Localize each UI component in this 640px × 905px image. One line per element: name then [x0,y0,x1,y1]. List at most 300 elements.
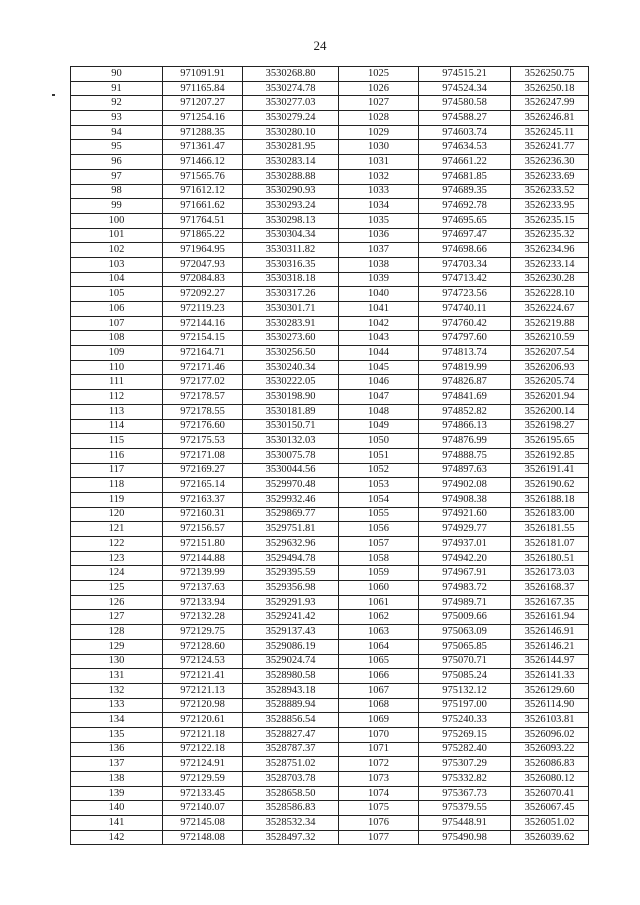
point-number-left: 97 [71,169,163,184]
point-number-left: 108 [71,331,163,346]
y-coordinate-right: 3526241.77 [511,140,589,155]
x-coordinate-right: 974866.13 [419,419,511,434]
y-coordinate-right: 3526201.94 [511,390,589,405]
point-number-left: 135 [71,727,163,742]
point-number-right: 1046 [339,375,419,390]
point-number-right: 1063 [339,625,419,640]
x-coordinate-right: 974740.11 [419,302,511,317]
point-number-left: 99 [71,199,163,214]
x-coordinate-right: 974876.99 [419,434,511,449]
point-number-right: 1053 [339,478,419,493]
x-coordinate-right: 975490.98 [419,830,511,845]
table-row [71,184,589,199]
table-row [71,786,589,801]
y-coordinate-right: 3526207.54 [511,346,589,361]
point-number-right: 1048 [339,404,419,419]
y-coordinate-left: 3530316.35 [243,257,339,272]
point-number-right: 1071 [339,742,419,757]
y-coordinate-left: 3528586.83 [243,801,339,816]
y-coordinate-right: 3526180.51 [511,551,589,566]
point-number-left: 125 [71,581,163,596]
table-row [71,727,589,742]
point-number-right: 1039 [339,272,419,287]
y-coordinate-right: 3526210.59 [511,331,589,346]
x-coordinate-right: 974603.74 [419,125,511,140]
y-coordinate-right: 3526236.30 [511,155,589,170]
table-row [71,492,589,507]
table-row [71,448,589,463]
y-coordinate-right: 3526233.52 [511,184,589,199]
point-number-left: 139 [71,786,163,801]
point-number-right: 1073 [339,772,419,787]
x-coordinate-left: 972140.07 [163,801,243,816]
x-coordinate-right: 975085.24 [419,669,511,684]
point-number-right: 1067 [339,683,419,698]
point-number-right: 1029 [339,125,419,140]
x-coordinate-left: 971165.84 [163,81,243,96]
y-coordinate-left: 3530132.03 [243,434,339,449]
point-number-left: 101 [71,228,163,243]
x-coordinate-left: 972178.55 [163,404,243,419]
y-coordinate-left: 3529137.43 [243,625,339,640]
x-coordinate-right: 974580.58 [419,96,511,111]
x-coordinate-right: 975009.66 [419,610,511,625]
point-number-right: 1069 [339,713,419,728]
y-coordinate-right: 3526096.02 [511,727,589,742]
y-coordinate-right: 3526086.83 [511,757,589,772]
point-number-right: 1060 [339,581,419,596]
table-row [71,595,589,610]
y-coordinate-left: 3529932.46 [243,492,339,507]
point-number-right: 1034 [339,199,419,214]
point-number-right: 1040 [339,287,419,302]
x-coordinate-right: 974967.91 [419,566,511,581]
y-coordinate-left: 3530317.26 [243,287,339,302]
point-number-left: 142 [71,830,163,845]
y-coordinate-left: 3528658.50 [243,786,339,801]
table-row [71,316,589,331]
x-coordinate-right: 974661.22 [419,155,511,170]
x-coordinate-left: 972119.23 [163,302,243,317]
y-coordinate-left: 3530283.91 [243,316,339,331]
point-number-left: 140 [71,801,163,816]
point-number-right: 1049 [339,419,419,434]
x-coordinate-right: 974983.72 [419,581,511,596]
x-coordinate-left: 972164.71 [163,346,243,361]
table-row [71,272,589,287]
x-coordinate-right: 975063.09 [419,625,511,640]
point-number-left: 105 [71,287,163,302]
y-coordinate-left: 3530290.93 [243,184,339,199]
table-row [71,243,589,258]
point-number-right: 1065 [339,654,419,669]
y-coordinate-right: 3526146.21 [511,639,589,654]
x-coordinate-left: 972129.59 [163,772,243,787]
point-number-right: 1056 [339,522,419,537]
x-coordinate-left: 971964.95 [163,243,243,258]
x-coordinate-left: 971865.22 [163,228,243,243]
scan-mark [52,94,55,96]
point-number-left: 131 [71,669,163,684]
point-number-left: 126 [71,595,163,610]
point-number-left: 110 [71,360,163,375]
point-number-left: 96 [71,155,163,170]
table-row [71,199,589,214]
y-coordinate-left: 3530274.78 [243,81,339,96]
y-coordinate-right: 3526235.32 [511,228,589,243]
point-number-left: 109 [71,346,163,361]
x-coordinate-left: 972124.53 [163,654,243,669]
x-coordinate-right: 975379.55 [419,801,511,816]
y-coordinate-left: 3530150.71 [243,419,339,434]
y-coordinate-right: 3526114.90 [511,698,589,713]
y-coordinate-left: 3530280.10 [243,125,339,140]
table-row [71,360,589,375]
y-coordinate-right: 3526129.60 [511,683,589,698]
y-coordinate-left: 3528787.37 [243,742,339,757]
table-row [71,390,589,405]
y-coordinate-left: 3530293.24 [243,199,339,214]
point-number-left: 132 [71,683,163,698]
y-coordinate-right: 3526233.95 [511,199,589,214]
x-coordinate-left: 972151.80 [163,537,243,552]
table-row [71,375,589,390]
x-coordinate-right: 975070.71 [419,654,511,669]
table-row [71,96,589,111]
y-coordinate-left: 3528497.32 [243,830,339,845]
table-row [71,566,589,581]
y-coordinate-right: 3526183.00 [511,507,589,522]
point-number-left: 92 [71,96,163,111]
point-number-right: 1047 [339,390,419,405]
point-number-right: 1042 [339,316,419,331]
point-number-left: 95 [71,140,163,155]
point-number-right: 1035 [339,213,419,228]
point-number-right: 1038 [339,257,419,272]
y-coordinate-left: 3530298.13 [243,213,339,228]
point-number-left: 138 [71,772,163,787]
x-coordinate-left: 972178.57 [163,390,243,405]
point-number-left: 117 [71,463,163,478]
point-number-left: 93 [71,111,163,126]
point-number-left: 91 [71,81,163,96]
x-coordinate-right: 974723.56 [419,287,511,302]
x-coordinate-right: 974819.99 [419,360,511,375]
table-row [71,169,589,184]
y-coordinate-right: 3526198.27 [511,419,589,434]
x-coordinate-right: 975332.82 [419,772,511,787]
x-coordinate-left: 972120.98 [163,698,243,713]
x-coordinate-left: 972128.60 [163,639,243,654]
x-coordinate-left: 972084.83 [163,272,243,287]
point-number-right: 1031 [339,155,419,170]
y-coordinate-left: 3530301.71 [243,302,339,317]
x-coordinate-left: 972121.41 [163,669,243,684]
point-number-left: 106 [71,302,163,317]
y-coordinate-right: 3526191.41 [511,463,589,478]
point-number-right: 1057 [339,537,419,552]
y-coordinate-left: 3530268.80 [243,67,339,82]
point-number-right: 1068 [339,698,419,713]
point-number-right: 1070 [339,727,419,742]
y-coordinate-right: 3526190.62 [511,478,589,493]
point-number-right: 1072 [339,757,419,772]
table-row [71,683,589,698]
x-coordinate-right: 975282.40 [419,742,511,757]
y-coordinate-right: 3526219.88 [511,316,589,331]
point-number-right: 1050 [339,434,419,449]
point-number-right: 1051 [339,448,419,463]
point-number-right: 1044 [339,346,419,361]
y-coordinate-left: 3530283.14 [243,155,339,170]
table-row [71,228,589,243]
y-coordinate-left: 3529291.93 [243,595,339,610]
point-number-right: 1032 [339,169,419,184]
table-row [71,111,589,126]
y-coordinate-right: 3526181.07 [511,537,589,552]
table-row [71,801,589,816]
table-row [71,257,589,272]
point-number-right: 1054 [339,492,419,507]
table-row [71,625,589,640]
x-coordinate-left: 972165.14 [163,478,243,493]
point-number-right: 1062 [339,610,419,625]
y-coordinate-left: 3528889.94 [243,698,339,713]
y-coordinate-right: 3526103.81 [511,713,589,728]
y-coordinate-right: 3526235.15 [511,213,589,228]
point-number-right: 1028 [339,111,419,126]
point-number-left: 124 [71,566,163,581]
point-number-right: 1033 [339,184,419,199]
x-coordinate-left: 971466.12 [163,155,243,170]
table-row [71,478,589,493]
y-coordinate-left: 3530279.24 [243,111,339,126]
point-number-left: 94 [71,125,163,140]
x-coordinate-left: 972171.46 [163,360,243,375]
x-coordinate-left: 972175.53 [163,434,243,449]
point-number-left: 116 [71,448,163,463]
y-coordinate-left: 3528856.54 [243,713,339,728]
x-coordinate-left: 972047.93 [163,257,243,272]
table-row [71,419,589,434]
y-coordinate-right: 3526245.11 [511,125,589,140]
y-coordinate-left: 3529494.78 [243,551,339,566]
point-number-left: 121 [71,522,163,537]
x-coordinate-left: 971612.12 [163,184,243,199]
table-row [71,742,589,757]
point-number-left: 120 [71,507,163,522]
y-coordinate-right: 3526093.22 [511,742,589,757]
y-coordinate-left: 3530281.95 [243,140,339,155]
point-number-left: 141 [71,816,163,831]
table-row [71,772,589,787]
point-number-right: 1075 [339,801,419,816]
y-coordinate-right: 3526250.18 [511,81,589,96]
point-number-left: 118 [71,478,163,493]
x-coordinate-right: 974703.34 [419,257,511,272]
x-coordinate-left: 972120.61 [163,713,243,728]
x-coordinate-right: 974813.74 [419,346,511,361]
x-coordinate-right: 974713.42 [419,272,511,287]
y-coordinate-right: 3526195.65 [511,434,589,449]
x-coordinate-left: 972169.27 [163,463,243,478]
table-row [71,537,589,552]
table-row [71,610,589,625]
y-coordinate-left: 3529086.19 [243,639,339,654]
x-coordinate-left: 972148.08 [163,830,243,845]
x-coordinate-left: 972139.99 [163,566,243,581]
table-row [71,67,589,82]
point-number-left: 102 [71,243,163,258]
x-coordinate-right: 975307.29 [419,757,511,772]
point-number-left: 104 [71,272,163,287]
y-coordinate-right: 3526070.41 [511,786,589,801]
y-coordinate-right: 3526080.12 [511,772,589,787]
y-coordinate-left: 3528703.78 [243,772,339,787]
x-coordinate-right: 974697.47 [419,228,511,243]
table-row [71,551,589,566]
point-number-right: 1055 [339,507,419,522]
point-number-left: 129 [71,639,163,654]
x-coordinate-right: 974897.63 [419,463,511,478]
point-number-left: 122 [71,537,163,552]
x-coordinate-right: 975065.85 [419,639,511,654]
y-coordinate-left: 3529024.74 [243,654,339,669]
x-coordinate-left: 972177.02 [163,375,243,390]
table-row [71,463,589,478]
y-coordinate-right: 3526188.18 [511,492,589,507]
table-row [71,434,589,449]
x-coordinate-left: 972137.63 [163,581,243,596]
table-row [71,81,589,96]
point-number-left: 100 [71,213,163,228]
point-number-right: 1052 [339,463,419,478]
table-row [71,581,589,596]
x-coordinate-left: 971361.47 [163,140,243,155]
point-number-left: 115 [71,434,163,449]
x-coordinate-left: 972133.45 [163,786,243,801]
y-coordinate-right: 3526051.02 [511,816,589,831]
point-number-left: 127 [71,610,163,625]
table-row [71,639,589,654]
point-number-left: 123 [71,551,163,566]
x-coordinate-right: 974852.82 [419,404,511,419]
coordinates-table [70,66,589,845]
y-coordinate-right: 3526205.74 [511,375,589,390]
y-coordinate-left: 3530181.89 [243,404,339,419]
y-coordinate-left: 3529970.48 [243,478,339,493]
x-coordinate-right: 974841.69 [419,390,511,405]
x-coordinate-right: 974524.34 [419,81,511,96]
table-row [71,331,589,346]
y-coordinate-left: 3530318.18 [243,272,339,287]
x-coordinate-left: 972124.91 [163,757,243,772]
y-coordinate-right: 3526039.62 [511,830,589,845]
y-coordinate-right: 3526230.28 [511,272,589,287]
point-number-right: 1037 [339,243,419,258]
table-row [71,287,589,302]
point-number-right: 1043 [339,331,419,346]
y-coordinate-left: 3529869.77 [243,507,339,522]
point-number-left: 119 [71,492,163,507]
point-number-right: 1041 [339,302,419,317]
x-coordinate-left: 972092.27 [163,287,243,302]
table-row [71,507,589,522]
x-coordinate-right: 975197.00 [419,698,511,713]
x-coordinate-left: 972145.08 [163,816,243,831]
y-coordinate-right: 3526228.10 [511,287,589,302]
x-coordinate-left: 971091.91 [163,67,243,82]
y-coordinate-left: 3528532.34 [243,816,339,831]
x-coordinate-right: 974689.35 [419,184,511,199]
x-coordinate-right: 974826.87 [419,375,511,390]
x-coordinate-left: 972144.88 [163,551,243,566]
point-number-right: 1061 [339,595,419,610]
x-coordinate-right: 975132.12 [419,683,511,698]
x-coordinate-right: 975240.33 [419,713,511,728]
y-coordinate-left: 3530288.88 [243,169,339,184]
point-number-right: 1076 [339,816,419,831]
y-coordinate-left: 3530075.78 [243,448,339,463]
point-number-left: 133 [71,698,163,713]
y-coordinate-right: 3526234.96 [511,243,589,258]
point-number-left: 90 [71,67,163,82]
x-coordinate-right: 974942.20 [419,551,511,566]
y-coordinate-right: 3526067.45 [511,801,589,816]
point-number-left: 107 [71,316,163,331]
x-coordinate-right: 974760.42 [419,316,511,331]
y-coordinate-right: 3526161.94 [511,610,589,625]
x-coordinate-right: 974695.65 [419,213,511,228]
x-coordinate-right: 974698.66 [419,243,511,258]
y-coordinate-left: 3530304.34 [243,228,339,243]
y-coordinate-left: 3530222.05 [243,375,339,390]
point-number-left: 98 [71,184,163,199]
y-coordinate-left: 3530256.50 [243,346,339,361]
x-coordinate-right: 974634.53 [419,140,511,155]
y-coordinate-right: 3526167.35 [511,595,589,610]
table-row [71,757,589,772]
page-number: 24 [313,38,327,53]
x-coordinate-right: 975448.91 [419,816,511,831]
y-coordinate-right: 3526233.14 [511,257,589,272]
table-row [71,125,589,140]
x-coordinate-right: 974588.27 [419,111,511,126]
point-number-left: 130 [71,654,163,669]
x-coordinate-right: 974908.38 [419,492,511,507]
table-row [71,302,589,317]
y-coordinate-right: 3526247.99 [511,96,589,111]
y-coordinate-left: 3528751.02 [243,757,339,772]
x-coordinate-left: 972121.13 [163,683,243,698]
table-row [71,522,589,537]
x-coordinate-left: 971254.16 [163,111,243,126]
point-number-right: 1059 [339,566,419,581]
x-coordinate-left: 972171.08 [163,448,243,463]
x-coordinate-left: 972144.16 [163,316,243,331]
x-coordinate-left: 972132.28 [163,610,243,625]
point-number-right: 1066 [339,669,419,684]
point-number-left: 111 [71,375,163,390]
y-coordinate-left: 3528980.58 [243,669,339,684]
x-coordinate-right: 974921.60 [419,507,511,522]
y-coordinate-left: 3530277.03 [243,96,339,111]
x-coordinate-left: 971288.35 [163,125,243,140]
x-coordinate-left: 971207.27 [163,96,243,111]
point-number-left: 128 [71,625,163,640]
x-coordinate-left: 972160.31 [163,507,243,522]
point-number-right: 1074 [339,786,419,801]
